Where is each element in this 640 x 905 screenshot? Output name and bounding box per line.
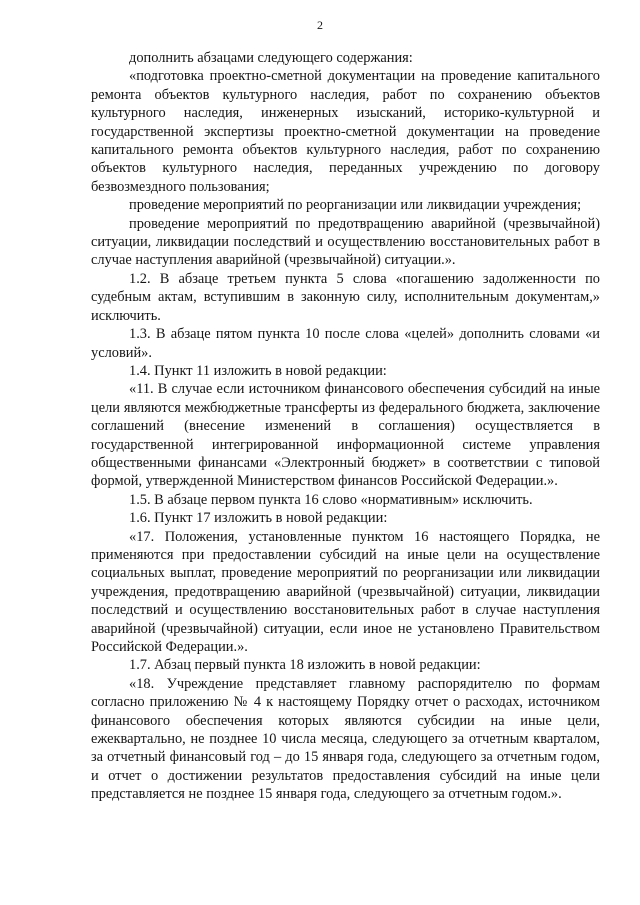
paragraph-intro: дополнить абзацами следующего содержания: bbox=[129, 50, 413, 66]
paragraph-item-1-4: 1.4. Пункт 11 изложить в новой редакции: bbox=[129, 362, 387, 379]
paragraph-item-1-5: 1.5. В абзаце первом пункта 16 слово «нормативным» исключить. bbox=[129, 491, 533, 508]
paragraph-item-1-7: 1.7. Абзац первый пункта 18 изложить в новой редакции: bbox=[129, 657, 481, 674]
paragraph-point-18: «18. Учреждение представляет главному распорядителю по формам согласно приложению № 4 к настоящему Порядку отчет о расходах, источником финансового обеспечения которых являются субсидии на иные цели, ежеквартально, не позднее 10 числа месяца, следующего за отчетным кварталом, за отчетный финансовый год – до 15 января года, следующего за отчетным годом, и отчет о достижении результатов предоставления субсидий на иные цели представляется не позднее 15 января года, следующего за отчетным годом.». bbox=[91, 675, 600, 803]
paragraph-point-11: «11. В случае если источником финансового обеспечения субсидий на иные цели являются межбюджетные трансферты из федерального бюджета, заключение соглашений (внесение изменений в соглашения) осуществляется в государственной интегрированной информационной системе управления общественными финансами «Электронный бюджет» в соответствии с типовой формой, утвержденной Министерством финансов Российской Федерации.». bbox=[91, 381, 600, 490]
paragraph-item-1-2: 1.2. В абзаце третьем пункта 5 слова «погашению задолженности по судебным актам, вступившим в законную силу, исполнительным документам,» исключить. bbox=[91, 270, 600, 324]
paragraph-item-1-3: 1.3. В абзаце пятом пункта 10 после слова «целей» дополнить словами «и условий». bbox=[91, 326, 600, 361]
paragraph-emergency: проведение мероприятий по предотвращению аварийной (чрезвычайной) ситуации, ликвидации последствий и осуществлению восстановительных работ в случае наступления аварийной (чрезвычайной) ситуации.». bbox=[91, 215, 600, 269]
paragraph-item-1-6: 1.6. Пункт 17 изложить в новой редакции: bbox=[129, 510, 388, 527]
paragraph-project-documentation: «подготовка проектно-сметной документации на проведение капитального ремонта объектов культурного наследия, работ по сохранению объектов культурного наследия, инженерных изысканий, историко-культурной и государственной экспертизы проектно-сметной документации на проведение капитального ремонта объектов культурного наследия, работ по сохранению объектов культурного наследия, переданных учреждению по договору безвозмездного пользования; bbox=[91, 68, 600, 195]
document-body bbox=[91, 49, 600, 804]
page-number: 2 bbox=[317, 18, 323, 32]
paragraph-point-17: «17. Положения, установленные пунктом 16 настоящего Порядка, не применяются при предоставлении субсидий на иные цели на осуществление социальных выплат, проведение мероприятий по реорганизации или ликвидации учреждения, предотвращению аварийной (чрезвычайной) ситуации, ликвидации последствий и осуществлению восстановительных работ в случае наступления аварийной (чрезвычайной) ситуации, если иное не установлено Правительством Российской Федерации.». bbox=[91, 528, 600, 655]
paragraph-reorganization: проведение мероприятий по реорганизации или ликвидации учреждения; bbox=[129, 197, 582, 214]
